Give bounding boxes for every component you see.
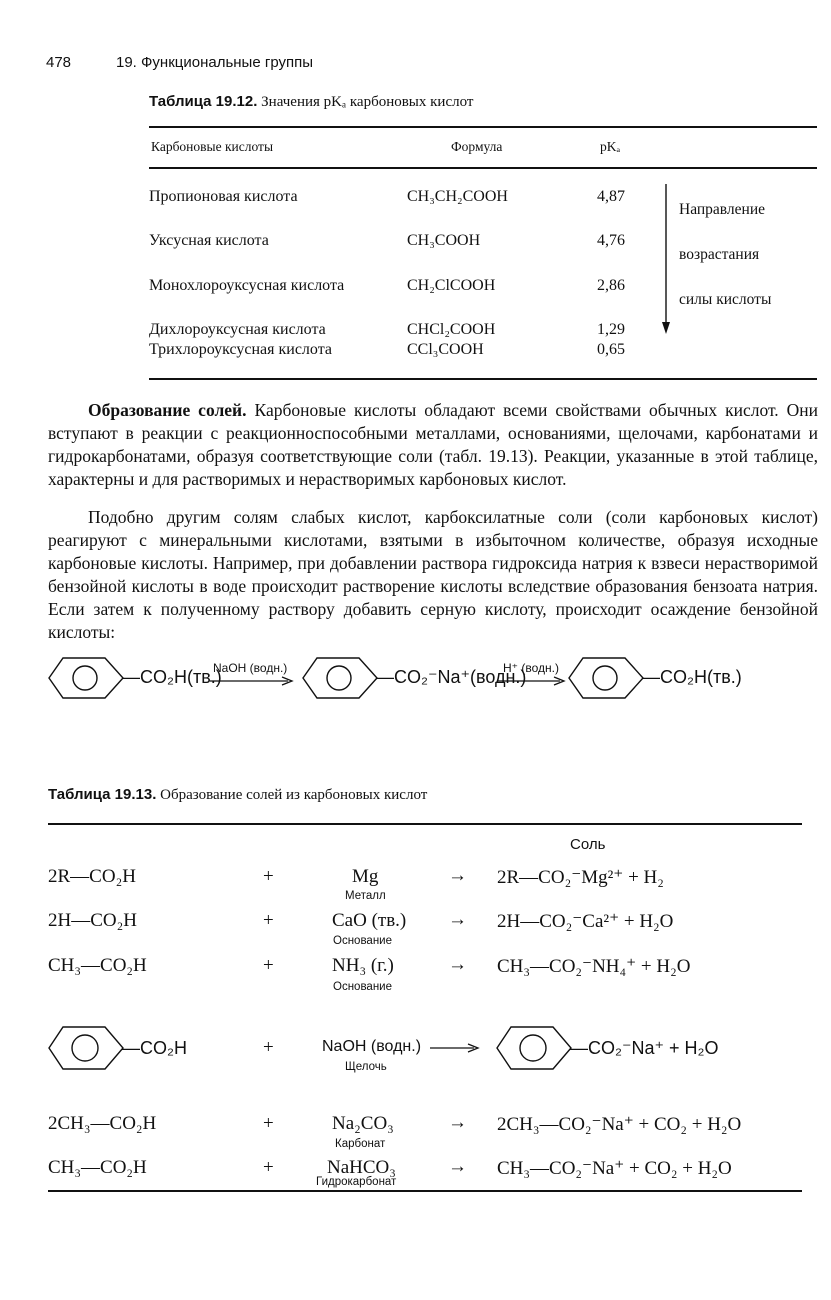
table1-row-pka: 0,65 (597, 341, 625, 358)
table1-row-formula: CH₂ClCOOH (407, 277, 496, 294)
benzene-ring-icon (496, 1025, 572, 1071)
reaction-reagent-naoh: NaOH (водн.) (213, 661, 288, 675)
table2-row-reagent-label: Гидрокарбонат (316, 1176, 397, 1188)
table1-row-name: Монохлороуксусная кислота (149, 277, 345, 294)
table2-row-reagent-label: Карбонат (335, 1138, 386, 1150)
table1-col-acid: Карбоновые кислоты (151, 139, 274, 154)
table2-row-plus: + (263, 1157, 274, 1178)
table2-row-reagent-label: Металл (345, 890, 386, 902)
table1-top-rule (149, 126, 817, 128)
table2-row-plus: + (263, 910, 274, 931)
paragraph-salts-heading: Образование солей. (88, 400, 247, 420)
table1-row-formula: CHCl₂COOH (407, 321, 496, 338)
table1-row-formula: CH₃COOH (407, 232, 481, 249)
table2-row-reagent: Mg (352, 866, 379, 887)
direction-note-line2: возрастания (679, 246, 760, 263)
table2-row-acid: CH₃—CO₂H (48, 1157, 147, 1178)
paragraph-carboxylates-text: Подобно другим солям слабых кислот, карбоксилатные соли (соли карбоновых кислот) реагируют с минеральными кислотами, взятыми в избыточном количестве, образуя исходные карбоновые кислоты. Например, при добавлении раствора гидроксида натрия к взвеси нерастворимой бензойной кислоты в воде происходит растворение кислоты вследствие образования бензоата натрия. Если затем к полученному раствору добавить серную кислоту, происходит осаждение бензойной кислоты: (48, 507, 818, 642)
reaction-arrow-icon (430, 1043, 480, 1053)
table1-row-pka: 4,76 (597, 232, 625, 249)
benzene-ring-icon (568, 656, 644, 700)
table2-row-acid: CH₃—CO₂H (48, 955, 147, 976)
table2-row-reagent-label: Щелочь (345, 1061, 387, 1073)
reaction-sodium-benzoate: —CO₂⁻Na⁺(водн.) (376, 667, 527, 687)
table2-row-acid: 2H—CO₂H (48, 910, 137, 931)
table2-row-reagent: NaOH (водн.) (322, 1038, 422, 1055)
table2-row-salt: CH₃—CO₂⁻NH₄⁺ + H₂O (497, 956, 691, 977)
table1-row-pka: 2,86 (597, 277, 625, 294)
table1-row-formula: CH₃CH₂COOH (407, 188, 508, 205)
direction-arrow (660, 184, 676, 336)
reaction-benzoic-acid: —CO₂H(тв.) (122, 667, 222, 687)
table2-row-plus: + (263, 1037, 274, 1058)
table1-row-name: Дихлороуксусная кислота (149, 321, 326, 338)
table2-bottom-rule (48, 1190, 802, 1192)
direction-note-line3: силы кислоты (679, 291, 772, 308)
table2-row-reagent: Na₂CO₃ (332, 1113, 394, 1134)
table1-bottom-rule (149, 378, 817, 380)
table2-caption-text: Образование солей из карбоновых кислот (160, 787, 428, 803)
table2-row-salt: 2R—CO₂⁻Mg²⁺ + H₂ (497, 867, 664, 888)
page-number: 478 (46, 54, 72, 71)
table2-row-plus: + (263, 866, 274, 887)
table2-row-arrow: → (448, 954, 467, 975)
table2-top-rule (48, 823, 802, 825)
table2-row-acid: —CO₂H (122, 1038, 187, 1058)
benzene-ring-icon (48, 1025, 124, 1071)
table2-row-acid: 2CH₃—CO₂H (48, 1113, 157, 1134)
benzene-ring-icon (302, 656, 378, 700)
paragraph-salts-text: Карбоновые кислоты обладают всеми свойствами обычных кислот. Они вступают в реакции с реакционноспособными металлами, основаниями, щелочами, карбонатами и гидрокарбонатами, образуя соответствующие соли (табл. 19.13). Реакции, указанные в этой таблице, характерны и для растворимых и нерастворимых карбоновых кислот. (48, 400, 819, 489)
table2-row-reagent: CaO (тв.) (332, 910, 407, 931)
table2-row-salt: 2H—CO₂⁻Ca²⁺ + H₂O (497, 911, 674, 932)
table2-row-acid: 2R—CO₂H (48, 866, 136, 887)
table2-row-salt: CH₃—CO₂⁻Na⁺ + CO₂ + H₂O (497, 1158, 732, 1179)
table1-header-rule (149, 167, 817, 169)
table2-caption (48, 786, 427, 804)
direction-note-line1: Направление (679, 201, 765, 218)
paragraph-salts (48, 399, 818, 491)
benzene-ring-icon (48, 656, 124, 700)
table2-row-salt: 2CH₃—CO₂⁻Na⁺ + CO₂ + H₂O (497, 1114, 742, 1135)
table1-col-pka: pKₐ (600, 139, 621, 154)
table2-row-reagent-label: Основание (333, 935, 392, 947)
reaction-arrow-icon (210, 676, 294, 686)
table2-row-reagent: NH₃ (г.) (332, 955, 394, 976)
table2-row-arrow: → (448, 909, 467, 930)
table2-row-reagent: NaHCO₃ (327, 1157, 396, 1178)
table1-col-formula: Формула (451, 139, 503, 154)
reaction-benzoic-acid-product: —CO₂H(тв.) (642, 667, 742, 687)
table1-row-formula: CCl₃COOH (407, 341, 484, 358)
table2-row-plus: + (263, 955, 274, 976)
table1-row-name: Уксусная кислота (149, 232, 269, 249)
table2-row-reagent-label: Основание (333, 981, 392, 993)
table1-caption (149, 93, 473, 111)
table2-col-salt: Соль (570, 836, 606, 853)
table1-row-name: Пропионовая кислота (149, 188, 298, 205)
table2-row-arrow: → (448, 1156, 467, 1177)
table2-row-arrow: → (448, 1112, 467, 1133)
table1-row-pka: 4,87 (597, 188, 625, 205)
table2-row-salt: —CO₂⁻Na⁺ + H₂O (570, 1038, 719, 1058)
paragraph-carboxylates (48, 506, 818, 644)
table2-row-arrow: → (448, 865, 467, 886)
table1-row-name: Трихлороуксусная кислота (149, 341, 332, 358)
table1-caption-label: Таблица 19.12. (149, 93, 258, 110)
table2-row-plus: + (263, 1113, 274, 1134)
table2-caption-label: Таблица 19.13. (48, 786, 157, 803)
reaction-reagent-acid: H⁺ (водн.) (503, 661, 559, 675)
table1-caption-text: Значения pKₐ карбоновых кислот (261, 94, 474, 110)
reaction-arrow-icon (498, 676, 568, 686)
running-header-chapter: 19. Функциональные группы (116, 54, 314, 71)
table1-row-pka: 1,29 (597, 321, 625, 338)
